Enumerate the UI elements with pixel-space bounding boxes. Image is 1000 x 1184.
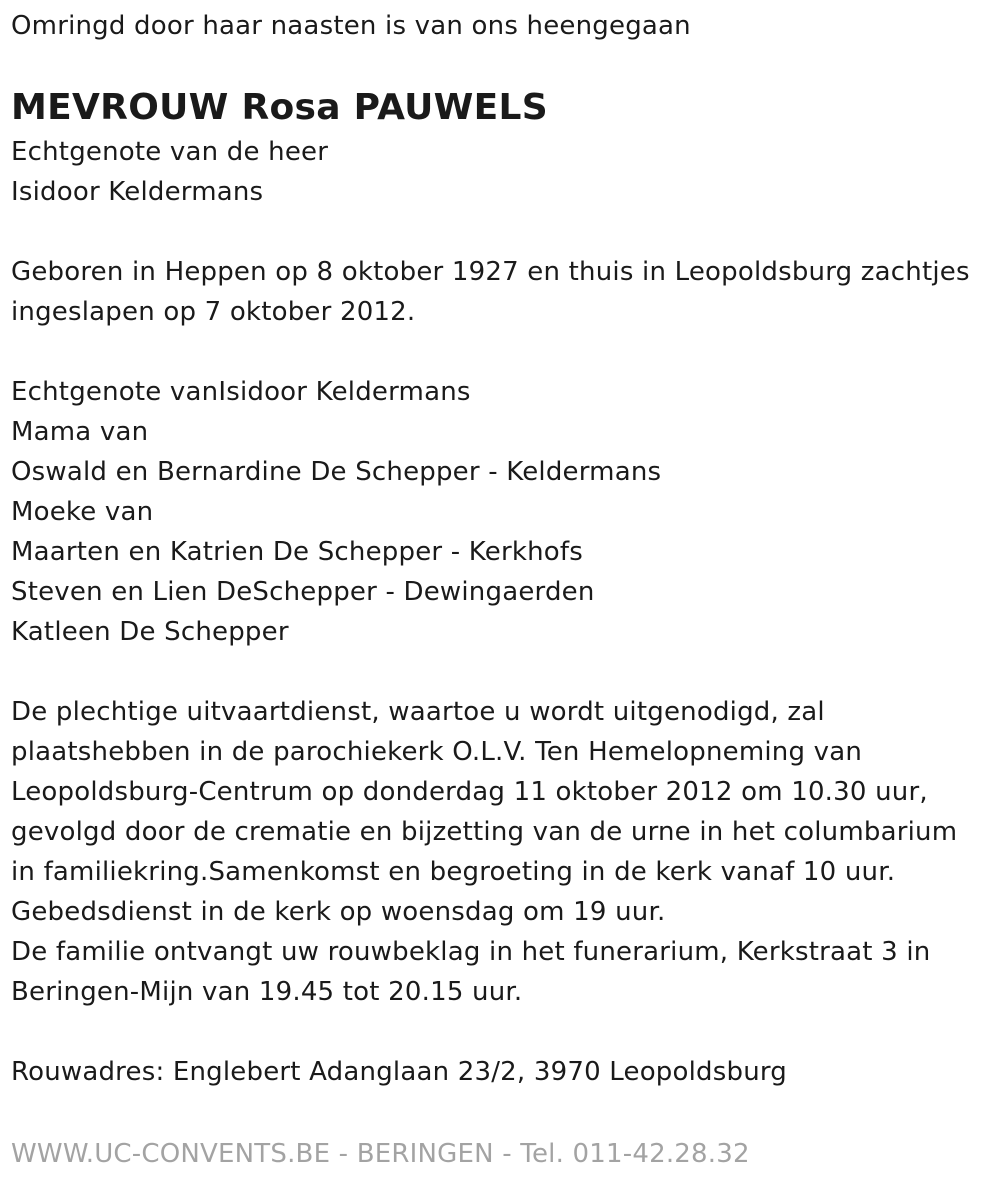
spouse-line: Echtgenote van de heer bbox=[11, 137, 329, 167]
spouse-line: Isidoor Keldermans bbox=[11, 177, 264, 207]
service-block bbox=[11, 692, 986, 1012]
deceased-name: MEVROUW Rosa PAUWELS bbox=[11, 87, 549, 128]
birth-death-line: Geboren in Heppen op 8 oktober 1927 en thuis in Leopoldsburg zachtjes bbox=[11, 257, 970, 287]
footer-contact: WWW.UC-CONVENTS.BE - BERINGEN - Tel. 011-42.28.32 bbox=[11, 1139, 750, 1169]
spacer bbox=[11, 332, 986, 372]
birth-death-block bbox=[11, 252, 986, 332]
service-line: in familiekring.Samenkomst en begroeting in de kerk vanaf 10 uur. bbox=[11, 857, 896, 887]
birth-death-line: ingeslapen op 7 oktober 2012. bbox=[11, 297, 416, 327]
family-line: Mama van bbox=[11, 417, 149, 447]
family-block bbox=[11, 372, 986, 652]
family-line: Katleen De Schepper bbox=[11, 617, 289, 647]
mourning-address: Rouwadres: Englebert Adanglaan 23/2, 3970 Leopoldsburg bbox=[11, 1057, 788, 1087]
family-line: Oswald en Bernardine De Schepper - Keldermans bbox=[11, 457, 662, 487]
service-line: Leopoldsburg-Centrum op donderdag 11 oktober 2012 om 10.30 uur, bbox=[11, 777, 928, 807]
service-line: De plechtige uitvaartdienst, waartoe u wordt uitgenodigd, zal bbox=[11, 697, 825, 727]
service-line: gevolgd door de crematie en bijzetting van de urne in het columbarium bbox=[11, 817, 958, 847]
service-line: Beringen-Mijn van 19.45 tot 20.15 uur. bbox=[11, 977, 523, 1007]
service-line: De familie ontvangt uw rouwbeklag in het funerarium, Kerkstraat 3 in bbox=[11, 937, 931, 967]
family-line: Echtgenote vanIsidoor Keldermans bbox=[11, 377, 471, 407]
spacer bbox=[11, 212, 986, 252]
intro-text: Omringd door haar naasten is van ons heengegaan bbox=[11, 11, 691, 41]
service-line: plaatshebben in de parochiekerk O.L.V. Ten Hemelopneming van bbox=[11, 737, 863, 767]
family-line: Maarten en Katrien De Schepper - Kerkhofs bbox=[11, 537, 583, 567]
spacer bbox=[11, 1012, 986, 1052]
family-line: Steven en Lien DeSchepper - Dewingaerden bbox=[11, 577, 595, 607]
spouse-block bbox=[11, 132, 986, 212]
spacer bbox=[11, 652, 986, 692]
family-line: Moeke van bbox=[11, 497, 154, 527]
service-line: Gebedsdienst in de kerk op woensdag om 19 uur. bbox=[11, 897, 666, 927]
obituary-notice bbox=[11, 6, 986, 1092]
